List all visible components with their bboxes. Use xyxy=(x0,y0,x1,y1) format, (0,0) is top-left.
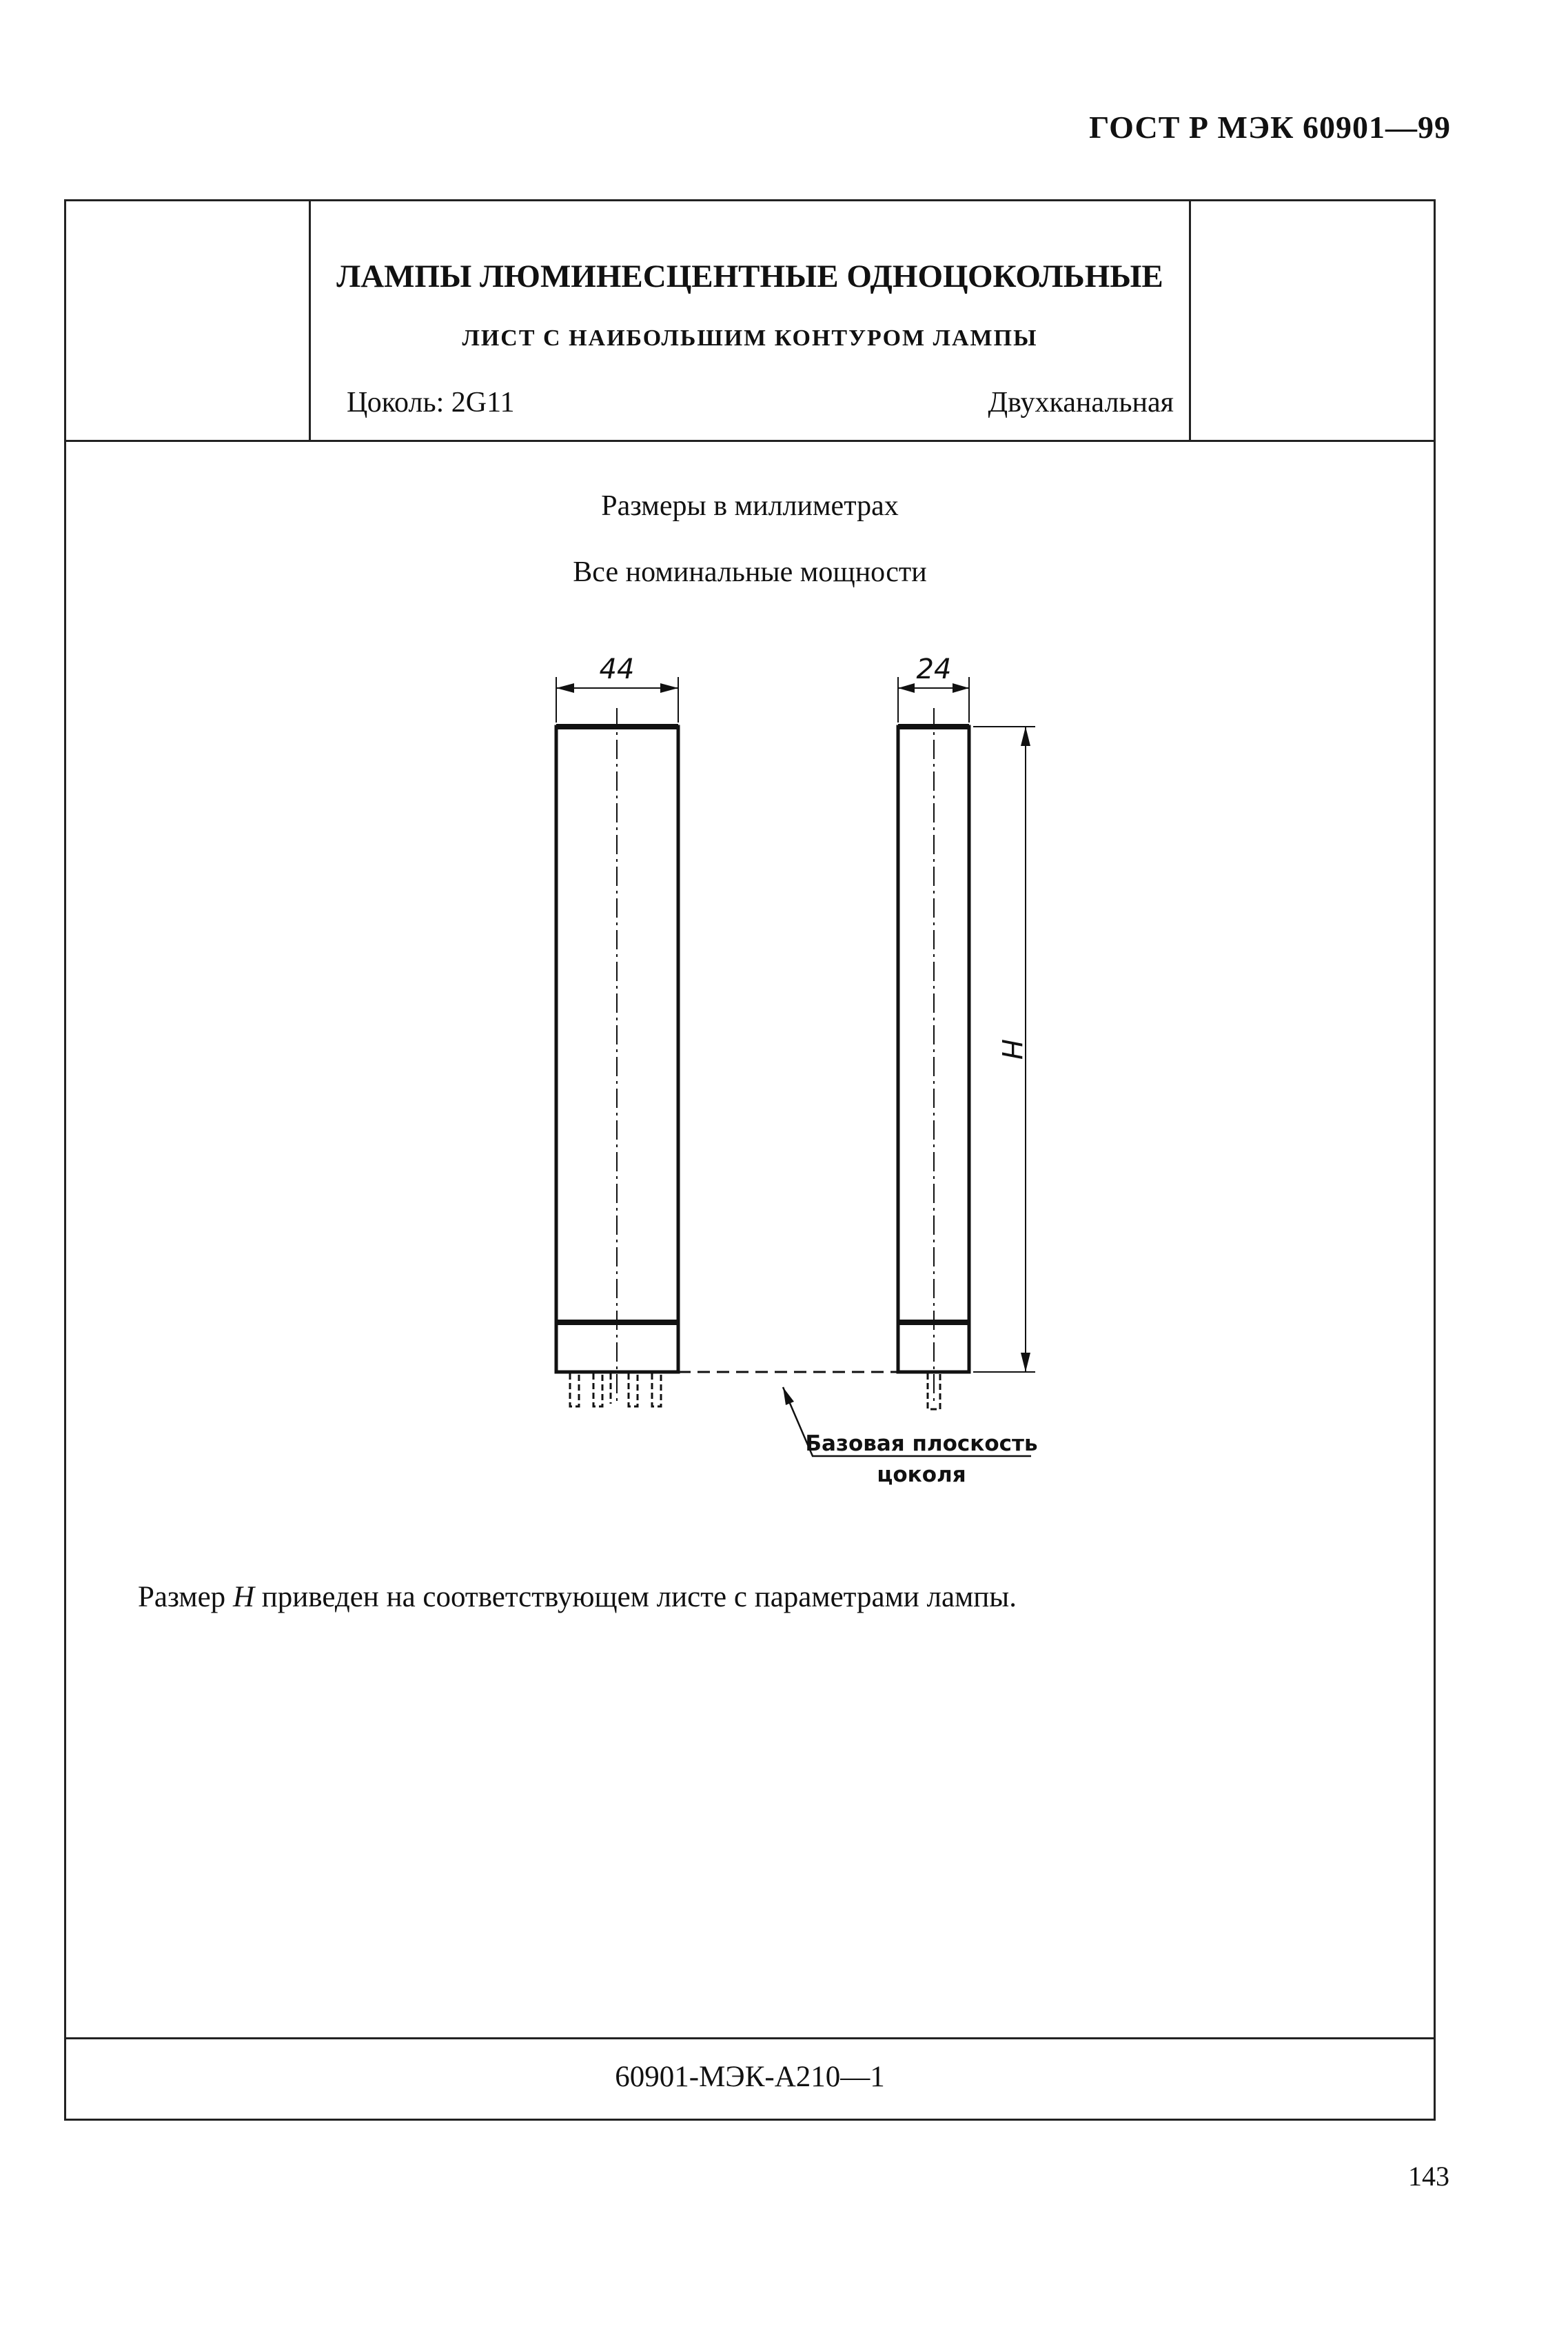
sheet-frame xyxy=(64,199,1436,2121)
cap-type: Цоколь: 2G11 xyxy=(347,387,515,418)
lamp-outline-drawing xyxy=(66,201,1434,2119)
side-width-label: 24 xyxy=(916,654,952,685)
front-width-label: 44 xyxy=(599,654,635,685)
plane-label-line2: цоколя xyxy=(877,1462,966,1487)
standard-number: ГОСТ Р МЭК 60901—99 xyxy=(1089,110,1451,145)
sheet-footer xyxy=(66,2037,1434,2119)
sheet-subtitle: ЛИСТ С НАИБОЛЬШИМ КОНТУРОМ ЛАМПЫ xyxy=(462,325,1038,351)
plane-leader-arrow xyxy=(783,1387,794,1405)
note-symbol: H xyxy=(232,1581,254,1613)
sheet-title: ЛАМПЫ ЛЮМИНЕСЦЕНТНЫЕ ОДНОЦОКОЛЬНЫЕ xyxy=(336,259,1163,294)
note-suffix: приведен на соответствующем листе с параметрами лампы. xyxy=(254,1581,1017,1613)
height-label: H xyxy=(995,1038,1027,1060)
page-number: 143 xyxy=(1408,2161,1449,2192)
note-prefix: Размер xyxy=(138,1581,233,1613)
plane-label-line1: Базовая плоскость xyxy=(805,1431,1038,1456)
front-pins xyxy=(570,1373,661,1406)
units-note: Размеры в миллиметрах xyxy=(601,490,899,522)
lamp-type: Двухканальная xyxy=(988,387,1174,418)
power-note: Все номинальные мощности xyxy=(573,556,927,588)
sheet-code: 60901-МЭК-А210—1 xyxy=(615,2061,885,2093)
height-note xyxy=(138,1580,1017,1614)
